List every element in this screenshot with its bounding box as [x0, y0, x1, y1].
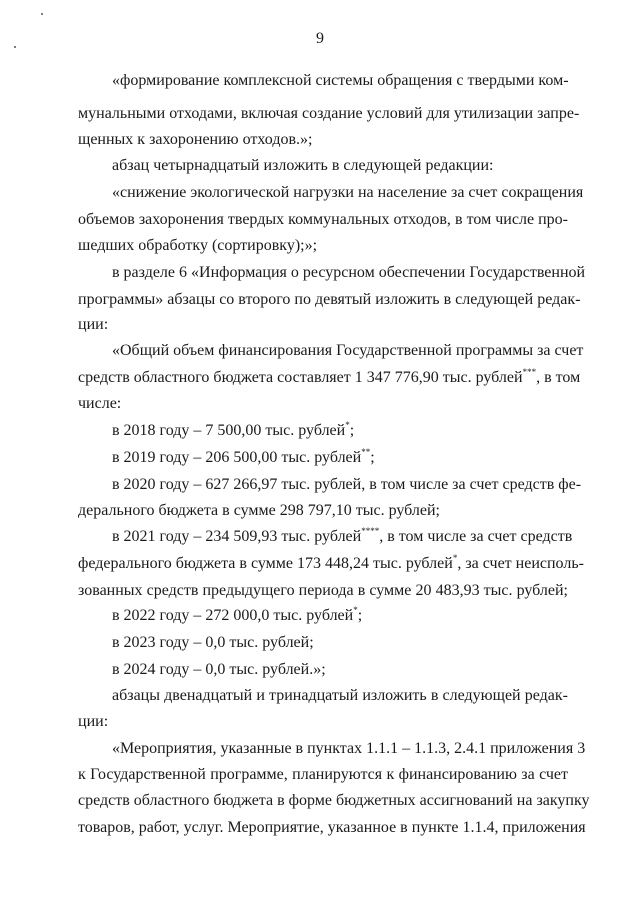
text-line: зованных средств предыдущего периода в сумме 20 483,93 тыс. рублей; — [78, 582, 568, 599]
text-line: средств областного бюджета в форме бюджетных ассигнований на закупку — [78, 792, 590, 809]
text-line: в 2020 году – 627 266,97 тыс. рублей, в том числе за счет средств фе- — [112, 476, 582, 493]
text-line: в 2018 году – 7 500,00 тыс. рублей*; — [112, 420, 355, 439]
text-line: мунальными отходами, включая создание условий для утилизации запре- — [78, 105, 580, 122]
text-line: в разделе 6 «Информация о ресурсном обеспечении Государственной — [112, 264, 586, 281]
footnote-marker: * — [452, 553, 458, 563]
text-line: в 2023 году – 0,0 тыс. рублей; — [112, 634, 314, 651]
text-line: объемов захоронения твердых коммунальных отходов, в том числе про- — [78, 211, 568, 228]
text-line: товаров, работ, услуг. Мероприятие, указанное в пункте 1.1.4, приложения — [78, 819, 586, 836]
footnote-marker: **** — [361, 526, 380, 536]
text-line: числе: — [78, 395, 122, 412]
text-line: щенных к захоронению отходов.»; — [78, 131, 313, 148]
footnote-marker: *** — [522, 367, 537, 377]
scan-speck — [14, 46, 16, 48]
text-line: «снижение экологической нагрузки на население за счет сокращения — [112, 184, 584, 201]
footnote-marker: * — [345, 420, 350, 430]
text-line: шедших обработку (сортировку);»; — [78, 237, 318, 254]
text-line: в 2021 году – 234 509,93 тыс. рублей****, в том числе за счет средств — [112, 526, 573, 545]
footnote-marker: ** — [361, 447, 371, 457]
text-line: к Государственной программе, планируются к финансированию за счет — [78, 766, 568, 783]
text-line: средств областного бюджета составляет 1 347 776,90 тыс. рублей***, в том — [78, 367, 581, 386]
text-line: «Мероприятия, указанные в пунктах 1.1.1 – 1.1.3, 2.4.1 приложения 3 — [112, 740, 586, 757]
text-line: ции: — [78, 316, 109, 333]
footnote-marker: * — [353, 605, 358, 615]
text-line: федерального бюджета в сумме 173 448,24 тыс. рублей*, за счет неисполь- — [78, 553, 584, 572]
text-line: в 2019 году – 206 500,00 тыс. рублей**; — [112, 447, 375, 466]
page-number: 9 — [316, 30, 324, 47]
text-line: ции: — [78, 713, 109, 730]
text-line: абзац четырнадцатый изложить в следующей редакции: — [112, 157, 494, 174]
text-line: «формирование комплексной системы обращения с твердыми ком- — [112, 72, 569, 89]
text-line: в 2022 году – 272 000,0 тыс. рублей*; — [112, 605, 363, 624]
text-line: дерального бюджета в сумме 298 797,10 тыс. рублей; — [78, 502, 440, 519]
text-line: в 2024 году – 0,0 тыс. рублей.»; — [112, 661, 326, 678]
text-line: «Общий объем финансирования Государственной программы за счет — [112, 342, 584, 359]
text-line: абзацы двенадцатый и тринадцатый изложить в следующей редак- — [112, 687, 568, 704]
text-line: программы» абзацы со второго по девятый изложить в следующей редак- — [78, 291, 581, 308]
scan-speck — [41, 13, 43, 15]
